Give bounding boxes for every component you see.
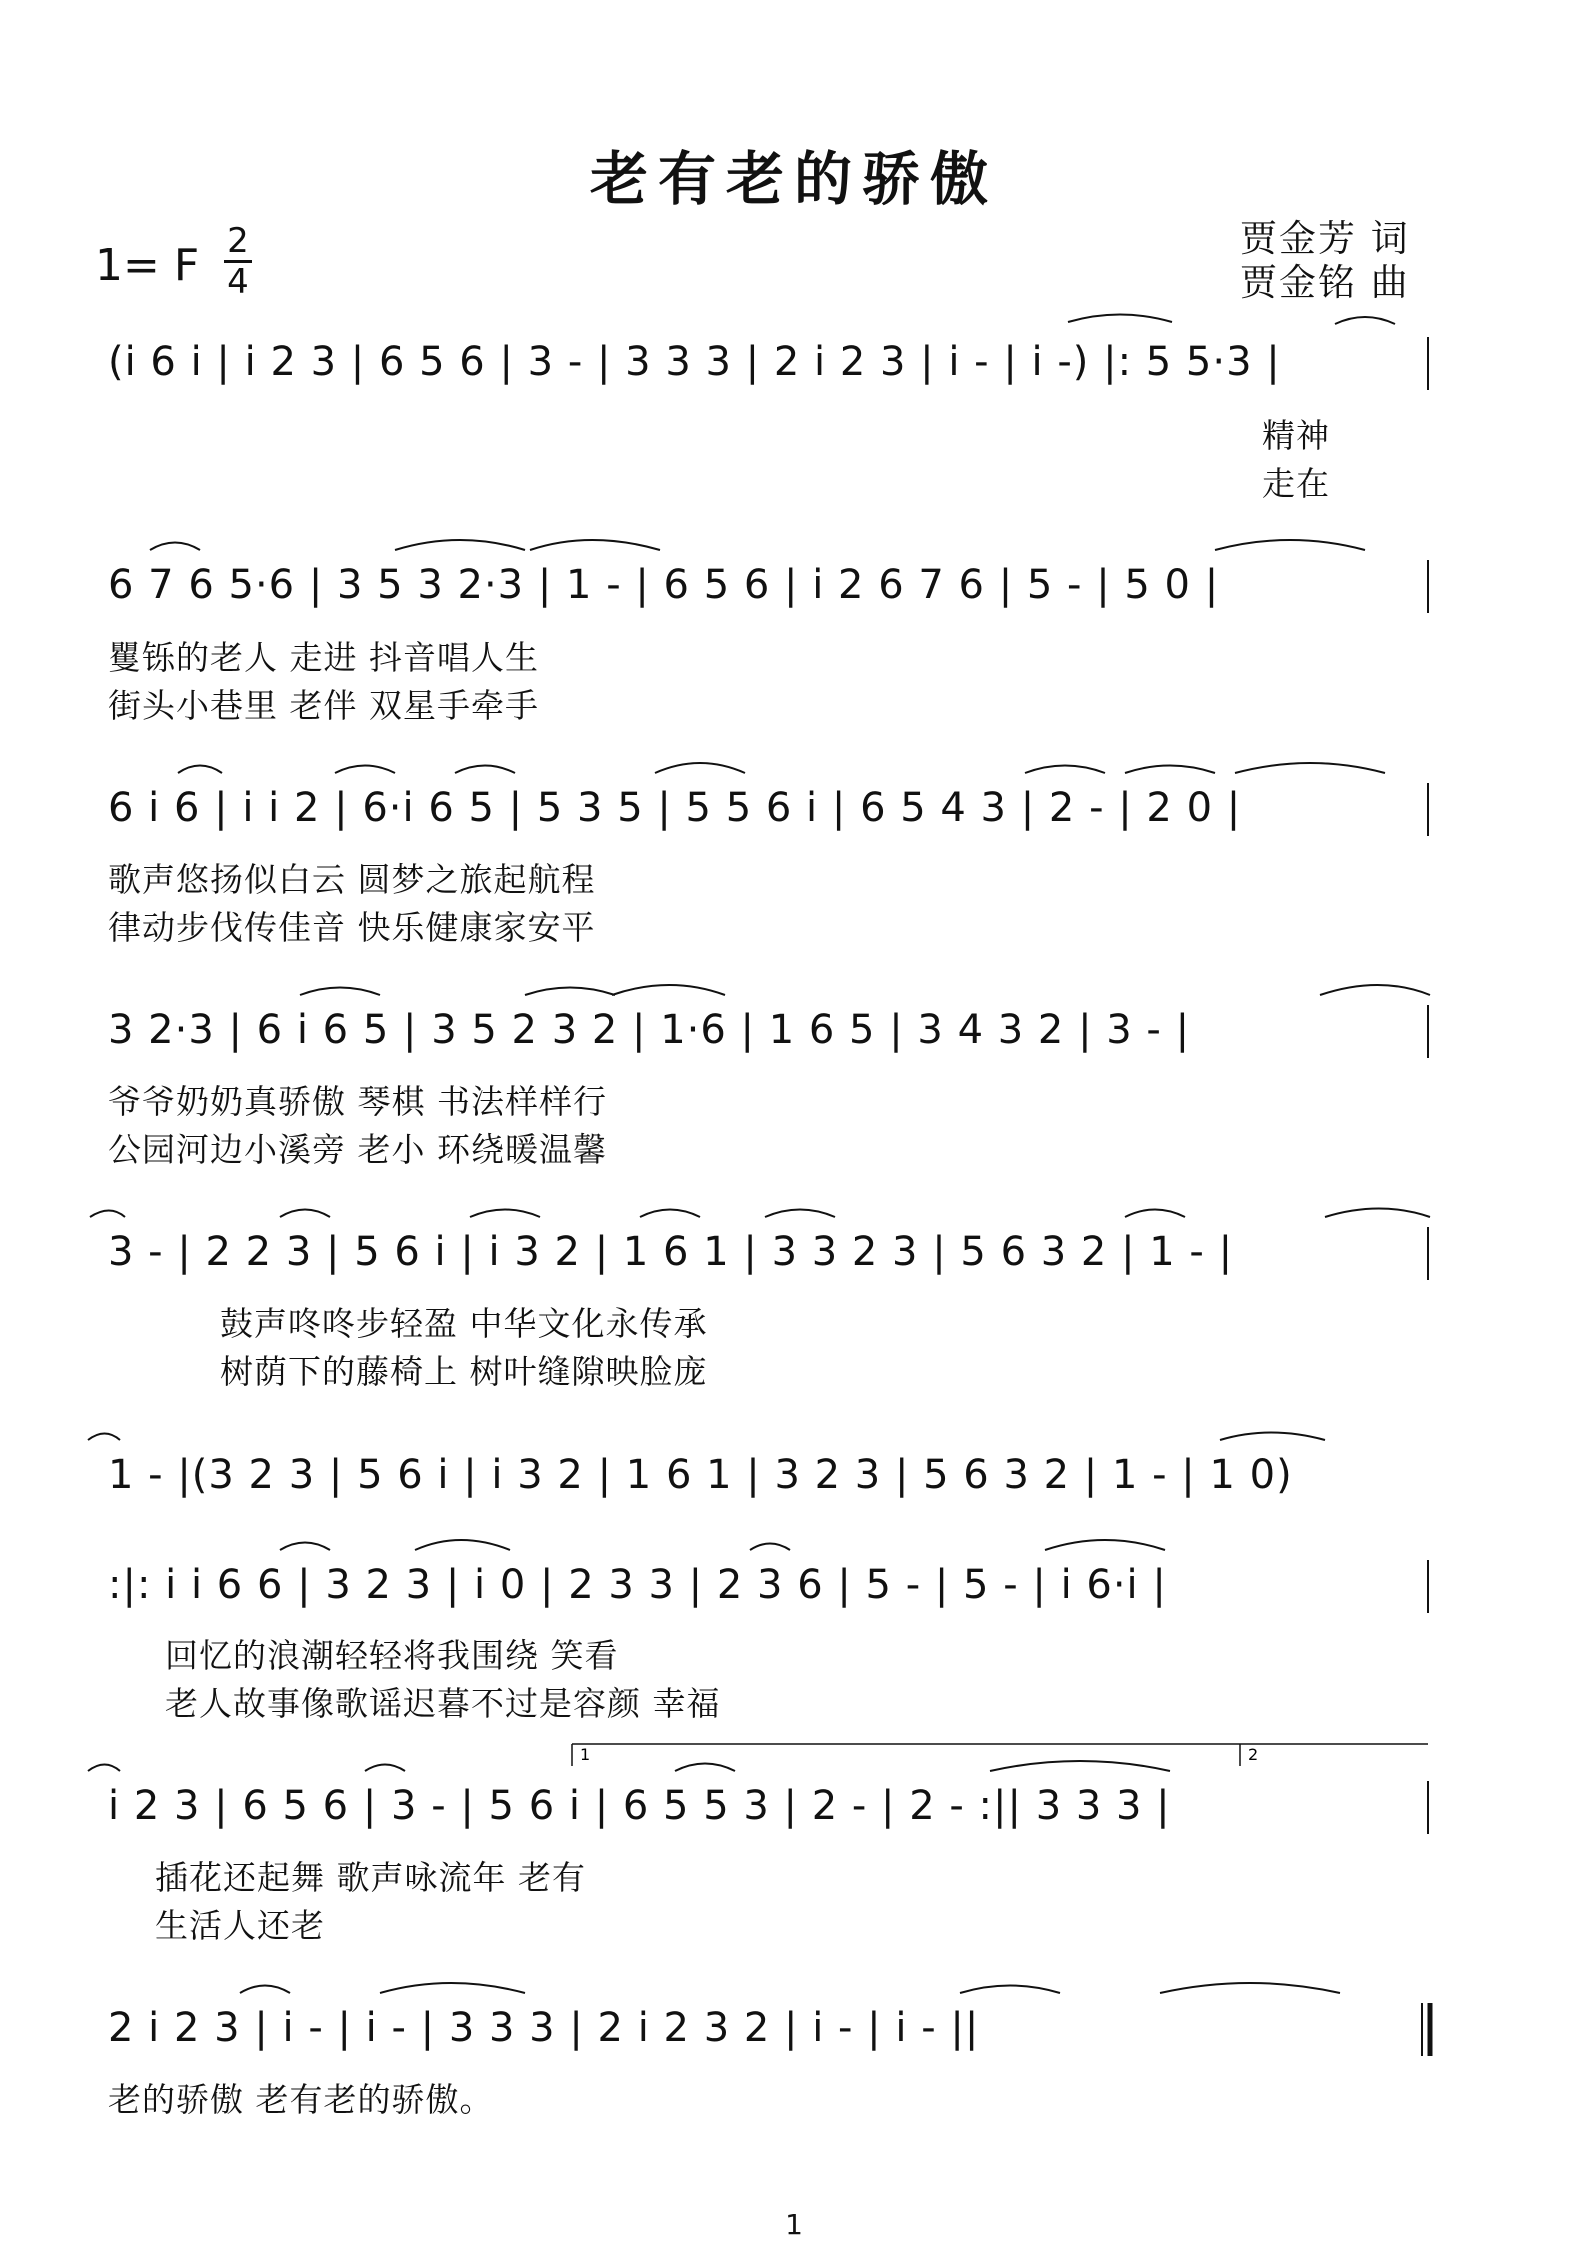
notes-row-2: 6 7 6 5·6 | 3 5 3 2·3 | 1 - | 6 5 6 | i 2 6 7 6 | 5 - | 5 0 | <box>108 562 1220 608</box>
notation-system-5 <box>0 1222 1588 1282</box>
song-title: 老有老的骄傲 <box>589 145 998 213</box>
notation-system-3 <box>0 778 1588 838</box>
time-signature-top: 2 <box>227 221 249 261</box>
notation-system-1 <box>0 332 1588 392</box>
lyrics-1-verse-1: 精神 <box>1262 416 1330 455</box>
lyrics-4-verse-2: 公园河边小溪旁 老小 环绕暖温馨 <box>108 1130 607 1169</box>
notation-system-2 <box>0 555 1588 615</box>
lyricist-credit: 贾金芳 词 <box>1240 217 1410 260</box>
notes-row-8: i 2 3 | 6 5 6 | 3 - | 5 6 i | 6 5 5 3 | 2 - | 2 - :|| 3 3 3 | <box>108 1783 1171 1829</box>
lyrics-5-verse-2: 树荫下的藤椅上 树叶缝隙映脸庞 <box>220 1352 708 1391</box>
notes-row-6: 1 - |(3 2 3 | 5 6 i | i 3 2 | 1 6 1 | 3 2 3 | 5 6 3 2 | 1 - | 1 0) <box>108 1452 1293 1498</box>
notes-row-9: 2 i 2 3 | i - | i - | 3 3 3 | 2 i 2 3 2 | i - | i - || <box>108 2005 980 2051</box>
notes-row-7: :|: i i 6 6 | 3 2 3 | i 0 | 2 3 3 | 2 3 6 | 5 - | 5 - | i 6·i | <box>108 1562 1167 1608</box>
lyrics-9-verse-1: 老的骄傲 老有老的骄傲。 <box>108 2080 494 2119</box>
volta-2: 2 <box>1248 1745 1259 1764</box>
lyrics-8-verse-1: 插花还起舞 歌声咏流年 老有 <box>155 1858 586 1897</box>
lyrics-1-verse-2: 走在 <box>1262 464 1330 503</box>
volta-1: 1 <box>580 1745 591 1764</box>
composer-credit: 贾金铭 曲 <box>1240 261 1410 304</box>
notation-system-4 <box>0 1000 1588 1060</box>
time-signature-bottom: 4 <box>227 262 249 302</box>
notes-row-3: 6 i 6 | i i 2 | 6·i 6 5 | 5 3 5 | 5 5 6 i | 6 5 4 3 | 2 - | 2 0 | <box>108 785 1242 831</box>
lyrics-7-verse-1: 回忆的浪潮轻轻将我围绕 笑看 <box>165 1636 619 1675</box>
key-signature: 1= F <box>95 240 200 291</box>
notation-system-7 <box>0 1555 1588 1615</box>
notes-row-5: 3 - | 2 2 3 | 5 6 i | i 3 2 | 1 6 1 | 3 3 2 3 | 5 6 3 2 | 1 - | <box>108 1229 1234 1275</box>
lyrics-2-verse-2: 街头小巷里 老伴 双星手牵手 <box>108 686 539 725</box>
lyrics-4-verse-1: 爷爷奶奶真骄傲 琴棋 书法样样行 <box>108 1082 607 1121</box>
lyrics-3-verse-1: 歌声悠扬似白云 圆梦之旅起航程 <box>108 860 596 899</box>
notation-system-9 <box>0 1998 1588 2058</box>
lyrics-7-verse-2: 老人故事像歌谣迟暮不过是容颜 幸福 <box>165 1684 721 1723</box>
notation-system-6 <box>0 1445 1588 1505</box>
notation-system-8 <box>0 1745 1588 1836</box>
page-number: 1 <box>785 2208 803 2241</box>
notes-row-4: 3 2·3 | 6 i 6 5 | 3 5 2 3 2 | 1·6 | 1 6 5 | 3 4 3 2 | 3 - | <box>108 1007 1191 1053</box>
lyrics-8-verse-2: 生活人还老 <box>155 1906 325 1945</box>
lyrics-5-verse-1: 鼓声咚咚步轻盈 中华文化永传承 <box>220 1304 708 1343</box>
lyrics-2-verse-1: 矍铄的老人 走进 抖音唱人生 <box>108 638 539 677</box>
notes-row-1: (i 6 i | i 2 3 | 6 5 6 | 3 - | 3 3 3 | 2 i 2 3 | i - | i -) |: 5 5·3 | <box>108 339 1281 385</box>
time-signature <box>222 222 254 301</box>
lyrics-3-verse-2: 律动步伐传佳音 快乐健康家安平 <box>108 908 596 947</box>
